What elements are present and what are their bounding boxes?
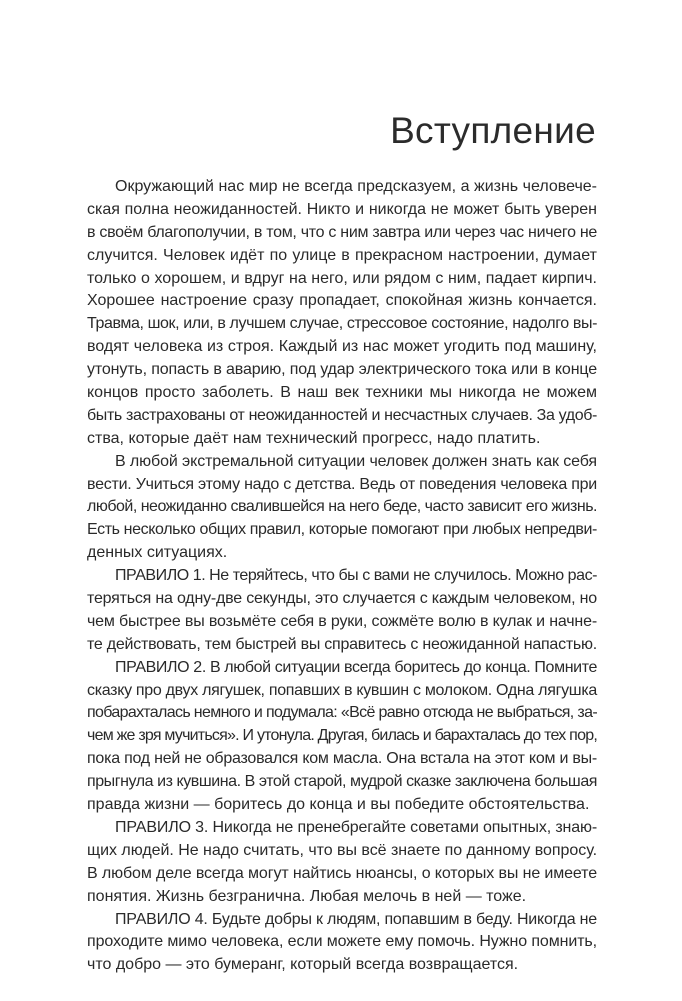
text-line: побарахталась немного и подумала: «Всё равно отсюда не выбраться, за-	[87, 704, 597, 722]
text-line: ПРАВИЛО 4. Будьте добры к людям, попавшим в беду. Никогда не	[115, 910, 598, 928]
text-line: пока под ней не образовался ком масла. Она встала на этот ком и вы-	[87, 750, 598, 768]
text-line: В любой экстремальной ситуации человек должен знать как себя	[115, 452, 597, 470]
text-line: случится. Человек идёт по улице в прекрасном настроении, думает	[87, 246, 597, 264]
text-line: ская полна неожиданностей. Никто и никогда не может быть уверен	[87, 200, 597, 218]
text-line: вести. Учиться этому надо с детства. Ведь от поведения человека при	[87, 475, 598, 493]
text-line: теряться на одну-две секунды, это случается с каждым человеком, но	[87, 590, 597, 608]
text-line: проходите мимо человека, если можете ему помочь. Нужно помнить,	[87, 933, 598, 951]
text-line: быть застрахованы от неожиданностей и несчастных случаев. За удоб-	[87, 406, 598, 424]
chapter-title: Вступление	[390, 110, 596, 151]
text-line: чем же зря мучиться». И утонула. Другая, билась и барахталась до тех пор,	[87, 727, 598, 745]
text-line: любой, неожиданно свалившейся на него беде, часто зависит его жизнь.	[87, 498, 598, 516]
text-line: в своём благополучии, в том, что с ним завтра или через час ничего не	[87, 223, 597, 241]
text-line: водят человека из строя. Каждый из нас может угодить под машину,	[87, 338, 597, 356]
text-line: Хорошее настроение сразу пропадает, спокойная жизнь кончается.	[87, 292, 597, 310]
text-line: ства, которые даёт нам технический прогресс, надо платить.	[87, 429, 541, 447]
body-text	[87, 176, 597, 977]
text-line: ПРАВИЛО 1. Не теряйтесь, что бы с вами не случилось. Можно рас-	[115, 567, 598, 585]
text-line: ПРАВИЛО 2. В любой ситуации всегда боритесь до конца. Помните	[115, 658, 597, 676]
text-line: щих людей. Не надо считать, что вы всё знаете по данному вопросу.	[87, 841, 598, 859]
text-line: Окружающий нас мир не всегда предсказуем, а жизнь человече-	[115, 178, 597, 195]
text-line: ПРАВИЛО 3. Никогда не пренебрегайте советами опытных, знаю-	[115, 818, 598, 836]
text-line: В любом деле всегда могут найтись нюансы, о которых вы не имеете	[87, 864, 597, 882]
text-line: те действовать, тем быстрей вы справитесь с неожиданной напастью.	[87, 635, 597, 653]
text-line: понятия. Жизнь безгранична. Любая мелочь в ней — тоже.	[87, 887, 527, 905]
text-line: правда жизни — боритесь до конца и вы победите обстоятельства.	[87, 796, 590, 814]
text-line: денных ситуациях.	[87, 544, 228, 562]
text-line: прыгнула из кувшина. В этой старой, мудрой сказке заключена большая	[87, 773, 598, 791]
text-line: утонуть, попасть в аварию, под удар электрического тока или в конце	[87, 361, 598, 379]
text-line: концов просто заболеть. В наш век техники мы никогда не можем	[87, 384, 597, 402]
text-line: Есть несколько общих правил, которые помогают при любых непредви-	[87, 521, 598, 539]
text-line: что добро — это бумеранг, который всегда возвращается.	[87, 956, 519, 974]
text-line: только о хорошем, и вдруг на него, или рядом с ним, падает кирпич.	[87, 269, 597, 287]
text-line: чем быстрее вы возьмёте себя в руки, сожмёте волю в кулак и начне-	[87, 612, 598, 630]
text-line: сказку про двух лягушек, попавших в кувшин с молоком. Одна лягушка	[87, 681, 597, 699]
text-line: Травма, шок, или, в лучшем случае, стрессовое состояние, надолго вы-	[87, 315, 598, 333]
